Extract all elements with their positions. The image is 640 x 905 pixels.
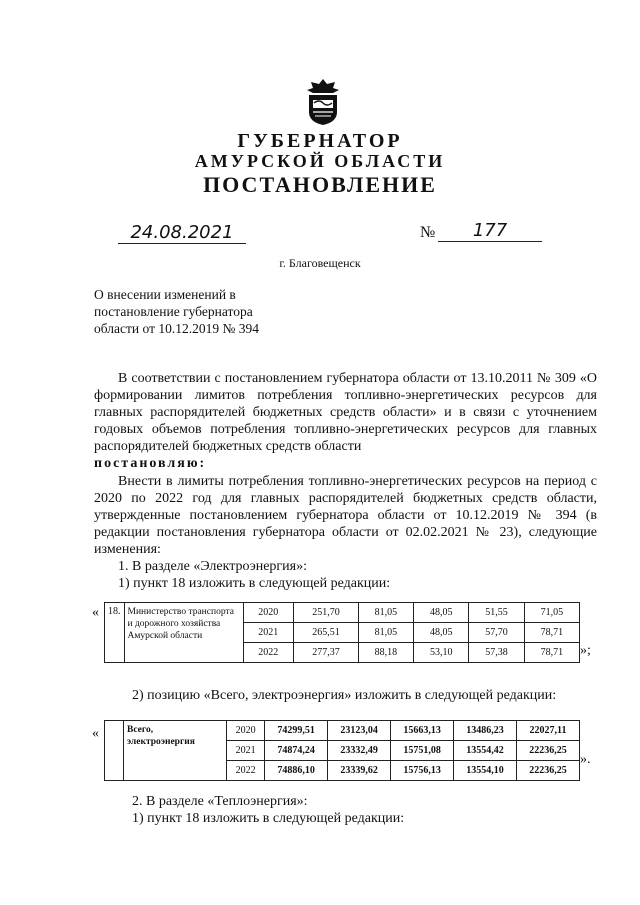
table-cell: 23339,62 xyxy=(328,761,391,781)
table-cell: 57,38 xyxy=(469,643,524,663)
table2-open-quote: « xyxy=(92,726,99,741)
table-cell: 23123,04 xyxy=(328,721,391,741)
table-cell-year: 2022 xyxy=(243,643,294,663)
table-cell: 22027,11 xyxy=(517,721,580,741)
document-date: 24.08.2021 xyxy=(118,222,246,244)
table-cell: 57,70 xyxy=(469,623,524,643)
table1-close-quote: »; xyxy=(580,643,591,658)
table-cell: 23332,49 xyxy=(328,741,391,761)
table-cell: 13486,23 xyxy=(454,721,517,741)
table-cell-year: 2021 xyxy=(243,623,294,643)
item-electricity: 1. В разделе «Электроэнергия»: xyxy=(118,559,307,574)
table-cell: 74886,10 xyxy=(265,761,328,781)
table-cell: 277,37 xyxy=(294,643,359,663)
table-cell: 15751,08 xyxy=(391,741,454,761)
document-number: 177 xyxy=(438,220,542,242)
title-decree: ПОСТАНОВЛЕНИЕ xyxy=(203,172,437,197)
paragraph-preamble: В соответствии с постановлением губернатора области от 13.10.2011 № 309 «О формировании лимитов потребления топливно-энергетических ресурсов для главных распорядителей бюджетных средств области» и в связи с уточнением годовых объемов потребления топливно-энергетических ресурсов для главных распорядителей бюджетных средств области xyxy=(94,371,597,454)
document-subject: О внесении изменений в постановление губернатора области от 10.12.2019 № 394 xyxy=(94,287,259,336)
table-cell-year: 2021 xyxy=(227,741,265,761)
coat-of-arms-emblem xyxy=(305,78,341,126)
table1-open-quote: « xyxy=(92,605,99,620)
table-cell-name: Министерство транспорта и дорожного хозяйства Амурской области xyxy=(124,603,243,663)
paragraph-changes: Внести в лимиты потребления топливно-энергетических ресурсов на период с 2020 по 2022 год для главных распорядителей бюджетных средств области, утвержденные постановлением губернатора области от 10.12.2019 № 394 (в редакции постановления губернатора области от 02.02.2021 № 23), следующие изменения: xyxy=(94,474,597,557)
table-cell: 13554,10 xyxy=(454,761,517,781)
table-cell: 74299,51 xyxy=(265,721,328,741)
title-region: АМУРСКОЙ ОБЛАСТИ xyxy=(194,151,446,171)
table-cell-name: Всего, электроэнергия xyxy=(124,721,227,781)
table-cell-num xyxy=(105,721,124,781)
table-electricity-total xyxy=(104,720,580,781)
table-cell: 48,05 xyxy=(414,623,469,643)
table-cell: 48,05 xyxy=(414,603,469,623)
table-electricity-point18 xyxy=(104,602,580,663)
item-electricity-point18: 1) пункт 18 изложить в следующей редакции: xyxy=(118,576,391,591)
table-cell: 265,51 xyxy=(294,623,359,643)
table-cell: 13554,42 xyxy=(454,741,517,761)
table-cell: 22236,25 xyxy=(517,741,580,761)
table-row xyxy=(105,603,580,623)
number-label: № xyxy=(420,224,436,241)
table-cell: 51,55 xyxy=(469,603,524,623)
table-cell: 74874,24 xyxy=(265,741,328,761)
table-cell: 71,05 xyxy=(524,603,579,623)
table-cell: 88,18 xyxy=(358,643,413,663)
table-cell-year: 2020 xyxy=(227,721,265,741)
table-cell: 22236,25 xyxy=(517,761,580,781)
item-electricity-total: 2) позицию «Всего, электроэнергия» изложить в следующей редакции: xyxy=(132,688,557,703)
table-cell: 78,71 xyxy=(524,643,579,663)
table-row xyxy=(105,721,580,741)
table-cell: 251,70 xyxy=(294,603,359,623)
table-cell: 15756,13 xyxy=(391,761,454,781)
table-cell: 81,05 xyxy=(358,603,413,623)
table-cell: 78,71 xyxy=(524,623,579,643)
item-heat-point18: 1) пункт 18 изложить в следующей редакции: xyxy=(132,811,405,826)
title-governor: ГУБЕРНАТОР xyxy=(237,130,403,152)
item-heat: 2. В разделе «Теплоэнергия»: xyxy=(132,794,308,809)
table-cell-num: 18. xyxy=(105,603,125,663)
decree-word: постановляю: xyxy=(94,456,207,471)
table-cell-year: 2022 xyxy=(227,761,265,781)
table-cell: 15663,13 xyxy=(391,721,454,741)
table-cell: 53,10 xyxy=(414,643,469,663)
table2-close-quote: ». xyxy=(580,752,591,767)
table-cell: 81,05 xyxy=(358,623,413,643)
document-city: г. Благовещенск xyxy=(279,256,361,270)
table-cell-year: 2020 xyxy=(243,603,294,623)
